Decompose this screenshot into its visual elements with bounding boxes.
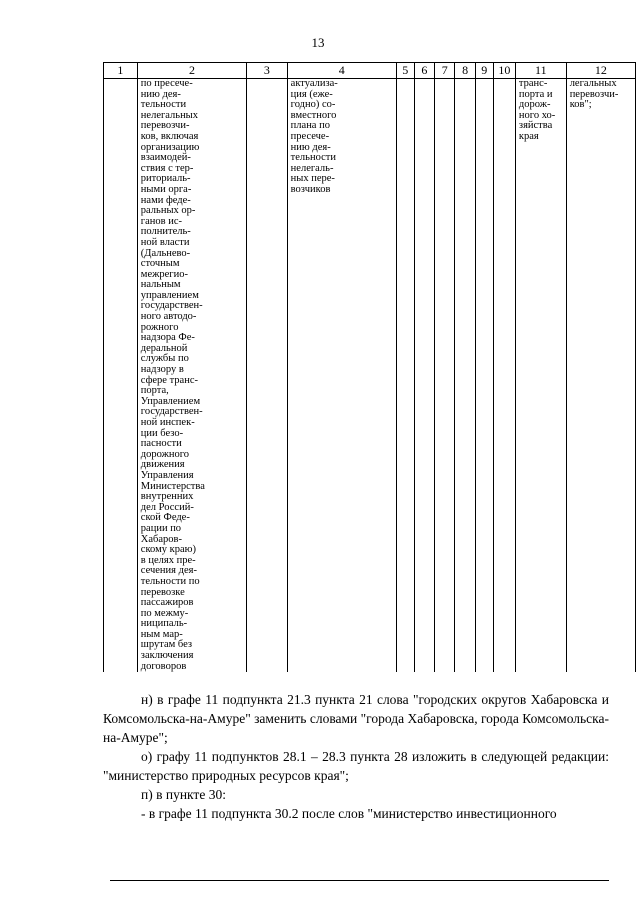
cell-col-5 <box>396 79 414 673</box>
amendment-table <box>103 62 636 672</box>
column-header-1: 1 <box>104 63 138 79</box>
cell-col-6 <box>414 79 434 673</box>
column-header-10: 10 <box>493 63 515 79</box>
column-header-5: 5 <box>396 63 414 79</box>
column-header-2: 2 <box>137 63 246 79</box>
paragraph-n: н) в графе 11 подпункта 21.3 пункта 21 слова "городских округов Хабаровска и Комсомольска-на-Амуре" заменить словами "города Хабаровска, города Комсомольска-на-Амуре"; <box>103 692 609 745</box>
column-header-9: 9 <box>475 63 493 79</box>
paragraph-p: п) в пункте 30: <box>141 787 226 802</box>
cell-col-1 <box>104 79 138 673</box>
column-header-4: 4 <box>287 63 396 79</box>
column-header-11: 11 <box>515 63 566 79</box>
column-header-3: 3 <box>247 63 288 79</box>
table-row <box>104 79 636 673</box>
paragraph-o: о) графу 11 подпунктов 28.1 – 28.3 пункта 28 изложить в следующей редакции: "министерство природных ресурсов края"; <box>103 749 609 783</box>
cell-col-10 <box>493 79 515 673</box>
cell-col-8 <box>455 79 475 673</box>
cell-col-9 <box>475 79 493 673</box>
cell-col-12: легальных перевозчи- ков"; <box>566 79 635 673</box>
cell-col-3 <box>247 79 288 673</box>
column-header-8: 8 <box>455 63 475 79</box>
cell-col-2: по пресече- нию дея- тельности нелегальных перевозчи- ков, включая организацию взаимодей- ствия с тер- риториаль- ными орга- нами феде- ральных ор- ганов ис- полнитель- ной власти (Дальнево- сточным межрегио- нальным управлением государствен- ного автодо- рожного надзора Фе- деральной службы по надзору в сфере транс- порта, Управлением государствен- ной инспек- ции безо- пасности дорожного движения Управления Министерства внутренних дел Россий- ской Феде- рации по Хабаров- скому краю) в целях пре- сечения дея- тельности по перевозке пассажиров по межму- ниципаль- ным мар- шрутам без заключения договоров <box>137 79 246 673</box>
paragraph-subitem: - в графе 11 подпункта 30.2 после слов "министерство инвестиционного <box>141 806 557 821</box>
column-header-7: 7 <box>435 63 455 79</box>
cell-col-11: транс- порта и дорож- ного хо- зяйства края <box>515 79 566 673</box>
table-header-row <box>104 63 636 79</box>
page-number: 13 <box>311 35 325 50</box>
footer-divider <box>110 880 609 881</box>
cell-col-4: актуализа- ция (еже- годно) со- вместного плана по пресече- нию дея- тельности нелегаль- ных пере- возчиков <box>287 79 396 673</box>
column-header-6: 6 <box>414 63 434 79</box>
column-header-12: 12 <box>566 63 635 79</box>
cell-col-7 <box>435 79 455 673</box>
